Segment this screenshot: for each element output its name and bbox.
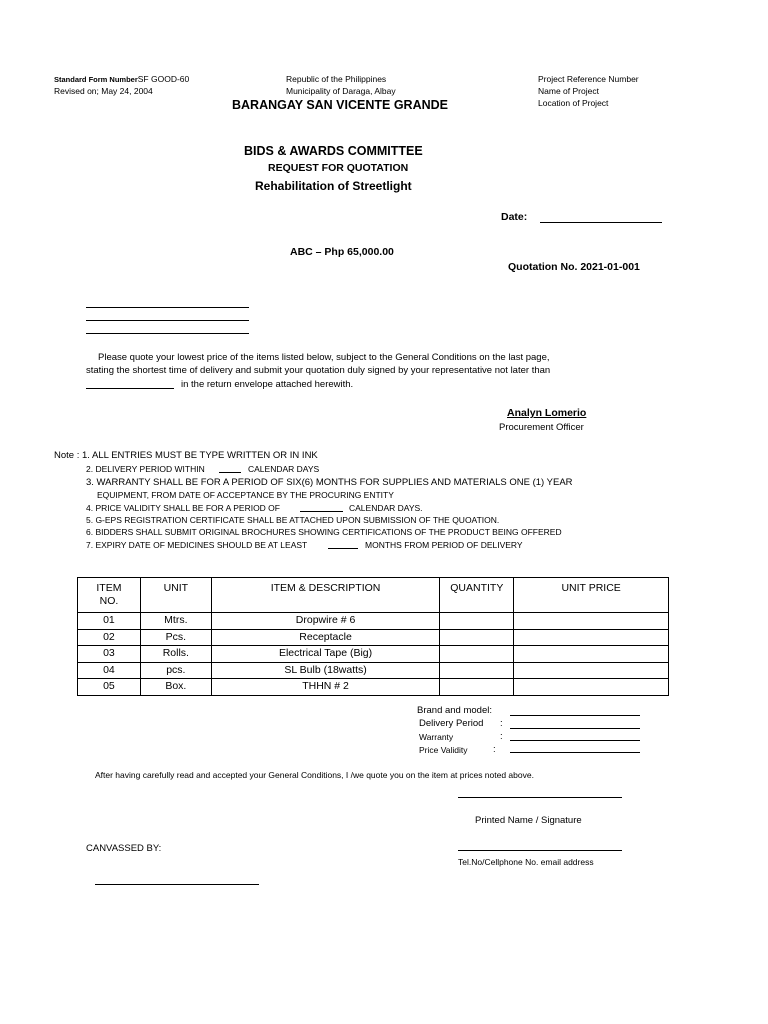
acceptance-text: After having carefully read and accepted your General Conditions, I /we quote you on the item at prices noted above. (95, 770, 534, 780)
intro-line-1: Please quote your lowest price of the items listed below, subject to the General Conditions on the last page, (98, 352, 550, 363)
address-line-2[interactable] (86, 320, 249, 321)
committee-title: BIDS & AWARDS COMMITTEE (244, 144, 423, 158)
item-price-cell[interactable] (514, 629, 669, 646)
project-ref-label: Project Reference Number (538, 74, 639, 84)
note-3: 3. WARRANTY SHALL BE FOR A PERIOD OF SIX(6) MONTHS FOR SUPPLIES AND MATERIALS ONE (1) YEAR (86, 477, 573, 488)
note-2-end: CALENDAR DAYS (248, 464, 320, 474)
municipality-label: Municipality of Daraga, Albay (286, 86, 396, 96)
item-quantity-cell[interactable] (440, 613, 514, 630)
table-row (78, 613, 669, 630)
validity-label: Price Validity (419, 745, 468, 755)
validity-field[interactable] (510, 752, 640, 753)
item-unit: Box. (140, 679, 211, 696)
item-unit: Rolls. (140, 646, 211, 663)
item-unit: pcs. (140, 662, 211, 679)
quotation-number: Quotation No. 2021-01-001 (508, 261, 640, 273)
republic-label: Republic of the Philippines (286, 74, 387, 84)
item-no: 01 (78, 613, 141, 630)
header-unit: UNIT (140, 578, 211, 613)
item-quantity-cell[interactable] (440, 679, 514, 696)
header-unit-price: UNIT PRICE (514, 578, 669, 613)
item-no: 03 (78, 646, 141, 663)
date-label: Date: (501, 211, 528, 223)
address-line-3[interactable] (86, 333, 249, 334)
warranty-label: Warranty (419, 732, 454, 742)
note-5: 5. G-EPS REGISTRATION CERTIFICATE SHALL BE ATTACHED UPON SUBMISSION OF THE QUOATION. (86, 515, 500, 525)
item-description: Electrical Tape (Big) (211, 646, 440, 663)
deadline-field[interactable] (86, 388, 174, 389)
signature-line[interactable] (458, 797, 622, 798)
item-quantity-cell[interactable] (440, 629, 514, 646)
warranty-colon: : (500, 731, 503, 742)
intro-line-3: in the return envelope attached herewith. (181, 379, 354, 390)
officer-title: Procurement Officer (499, 422, 584, 433)
delivery-days-field[interactable] (219, 472, 241, 473)
item-unit: Mtrs. (140, 613, 211, 630)
address-line-1[interactable] (86, 307, 249, 308)
delivery-label: Delivery Period (419, 718, 484, 729)
note-7: 7. EXPIRY DATE OF MEDICINES SHOULD BE AT LEAST (86, 540, 308, 550)
item-quantity-cell[interactable] (440, 646, 514, 663)
validity-colon: : (493, 744, 496, 755)
header-description: ITEM & DESCRIPTION (211, 578, 440, 613)
table-header-row (78, 578, 669, 613)
revised-date: Revised on; May 24, 2004 (54, 86, 153, 96)
contact-label: Tel.No/Cellphone No. email address (458, 857, 594, 867)
project-title: Rehabilitation of Streetlight (255, 179, 412, 193)
rfq-title: REQUEST FOR QUOTATION (268, 162, 409, 174)
items-table (77, 577, 669, 696)
brand-field[interactable] (510, 715, 640, 716)
delivery-colon: : (500, 718, 503, 729)
date-field[interactable] (540, 222, 662, 223)
officer-name: Analyn Lomerio (507, 407, 587, 419)
canvasser-line[interactable] (95, 884, 259, 885)
expiry-months-field[interactable] (328, 548, 358, 549)
intro-line-2: stating the shortest time of delivery and submit your quotation duly signed by your representative not later than (86, 365, 551, 376)
note-4-end: CALENDAR DAYS. (349, 503, 423, 513)
item-description: Dropwire # 6 (211, 613, 440, 630)
item-unit: Pcs. (140, 629, 211, 646)
item-no: 05 (78, 679, 141, 696)
project-location-label: Location of Project (538, 98, 609, 108)
note-1: Note : 1. ALL ENTRIES MUST BE TYPE WRITTEN OR IN INK (54, 450, 318, 461)
note-4: 4. PRICE VALIDITY SHALL BE FOR A PERIOD OF (86, 503, 280, 513)
item-price-cell[interactable] (514, 662, 669, 679)
delivery-field[interactable] (510, 728, 640, 729)
table-row (78, 662, 669, 679)
note-6: 6. BIDDERS SHALL SUBMIT ORIGINAL BROCHURES SHOWING CERTIFICATIONS OF THE PRODUCT BEING OFFERED (86, 527, 562, 537)
warranty-field[interactable] (510, 740, 640, 741)
item-price-cell[interactable] (514, 646, 669, 663)
canvassed-label: CANVASSED BY: (86, 843, 162, 854)
item-description: THHN # 2 (211, 679, 440, 696)
note-2: 2. DELIVERY PERIOD WITHIN (86, 464, 205, 474)
note-7-end: MONTHS FROM PERIOD OF DELIVERY (365, 540, 523, 550)
table-row (78, 679, 669, 696)
header-quantity: QUANTITY (440, 578, 514, 613)
header-item-no: ITEM NO. (78, 578, 141, 613)
item-no: 04 (78, 662, 141, 679)
item-no: 02 (78, 629, 141, 646)
printed-name-label: Printed Name / Signature (475, 815, 582, 826)
project-name-label: Name of Project (538, 86, 599, 96)
item-price-cell[interactable] (514, 679, 669, 696)
abc-amount: ABC – Php 65,000.00 (290, 246, 394, 258)
note-3-cont: EQUIPMENT, FROM DATE OF ACCEPTANCE BY THE PROCURING ENTITY (97, 490, 394, 500)
barangay-title: BARANGAY SAN VICENTE GRANDE (232, 98, 449, 112)
item-quantity-cell[interactable] (440, 662, 514, 679)
form-number: Standard Form NumberSF GOOD-60 (54, 74, 190, 84)
brand-label: Brand and model: (417, 705, 492, 716)
table-row (78, 629, 669, 646)
item-description: SL Bulb (18watts) (211, 662, 440, 679)
table-row (78, 646, 669, 663)
validity-days-field[interactable] (300, 511, 343, 512)
item-description: Receptacle (211, 629, 440, 646)
item-price-cell[interactable] (514, 613, 669, 630)
contact-line[interactable] (458, 850, 622, 851)
